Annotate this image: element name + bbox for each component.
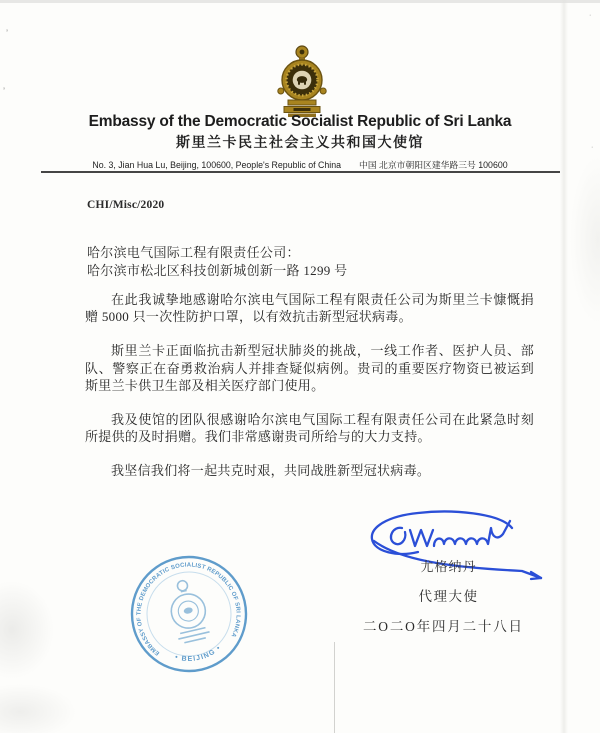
stamp-arc-text: EMBASSY OF THE DEMOCRATIC SOCIALIST REPUBLIC OF SRI LANKA [136,562,241,656]
scan-speck: ’ [6,28,8,38]
sri-lanka-emblem-icon [276,44,328,118]
embassy-address-en: No. 3, Jian Hua Lu, Beijing, 100600, People's Republic of China [92,160,342,170]
embassy-title-chinese: 斯里兰卡民主社会主义共和国大使馆 [176,136,424,151]
body-paragraph: 斯里兰卡正面临抗击新型冠状肺炎的挑战，一线工作者、医护人员、部队、警察正在奋勇救治病人并排查疑似病例。贵司的重要医疗物资已被运到斯里兰卡供卫生部及相关医疗部门使用。 [85,343,534,393]
recipient-block [87,244,347,279]
embassy-address-cn: 中国 北京市朝阳区建华路三号 100600 [359,160,508,170]
body-paragraph: 我及使馆的团队很感谢哈尔滨电气国际工程有限责任公司在此紧急时刻所提供的及时捐赠。我们非常感谢贵司所给与的大力支持。 [85,412,534,445]
recipient-name: 哈尔滨电气国际工程有限责任公司： [87,245,300,260]
stamp-emblem-icon [165,577,212,644]
reference-number: CHI/Misc/2020 [87,199,165,211]
embassy-title: Embassy of the Democratic Socialist Republic of Sri Lanka [88,113,512,130]
scan-edge-band [0,0,600,3]
scan-speck: · [591,144,594,151]
handwritten-signature [360,506,550,590]
scan-fold-stripe [560,0,568,733]
scan-speck: ’ [3,86,5,96]
body-paragraph: 我坚信我们将一起共克时艰，共同战胜新型冠状病毒。 [111,463,431,479]
stamp-bottom-text: • BEIJING • [174,644,223,664]
scan-fold-line [334,642,335,733]
embassy-address-line [0,158,600,171]
signer-title: 代理大使 [418,589,479,604]
letter-body [85,291,534,497]
signer-name: 尤格纳丹 [420,559,477,574]
embassy-round-stamp [109,534,270,695]
letterhead-divider [41,171,560,173]
letter-date: 二O二O年四月二十八日 [363,619,524,634]
body-paragraph: 在此我诚挚地感谢哈尔滨电气国际工程有限责任公司为斯里兰卡慷慨捐赠 5000 只一次性防护口罩，以有效抗击新型冠状病毒。 [85,292,534,325]
recipient-address: 哈尔滨市松北区科技创新城创新一路 1299 号 [87,262,348,278]
scan-speck: · [589,12,592,19]
